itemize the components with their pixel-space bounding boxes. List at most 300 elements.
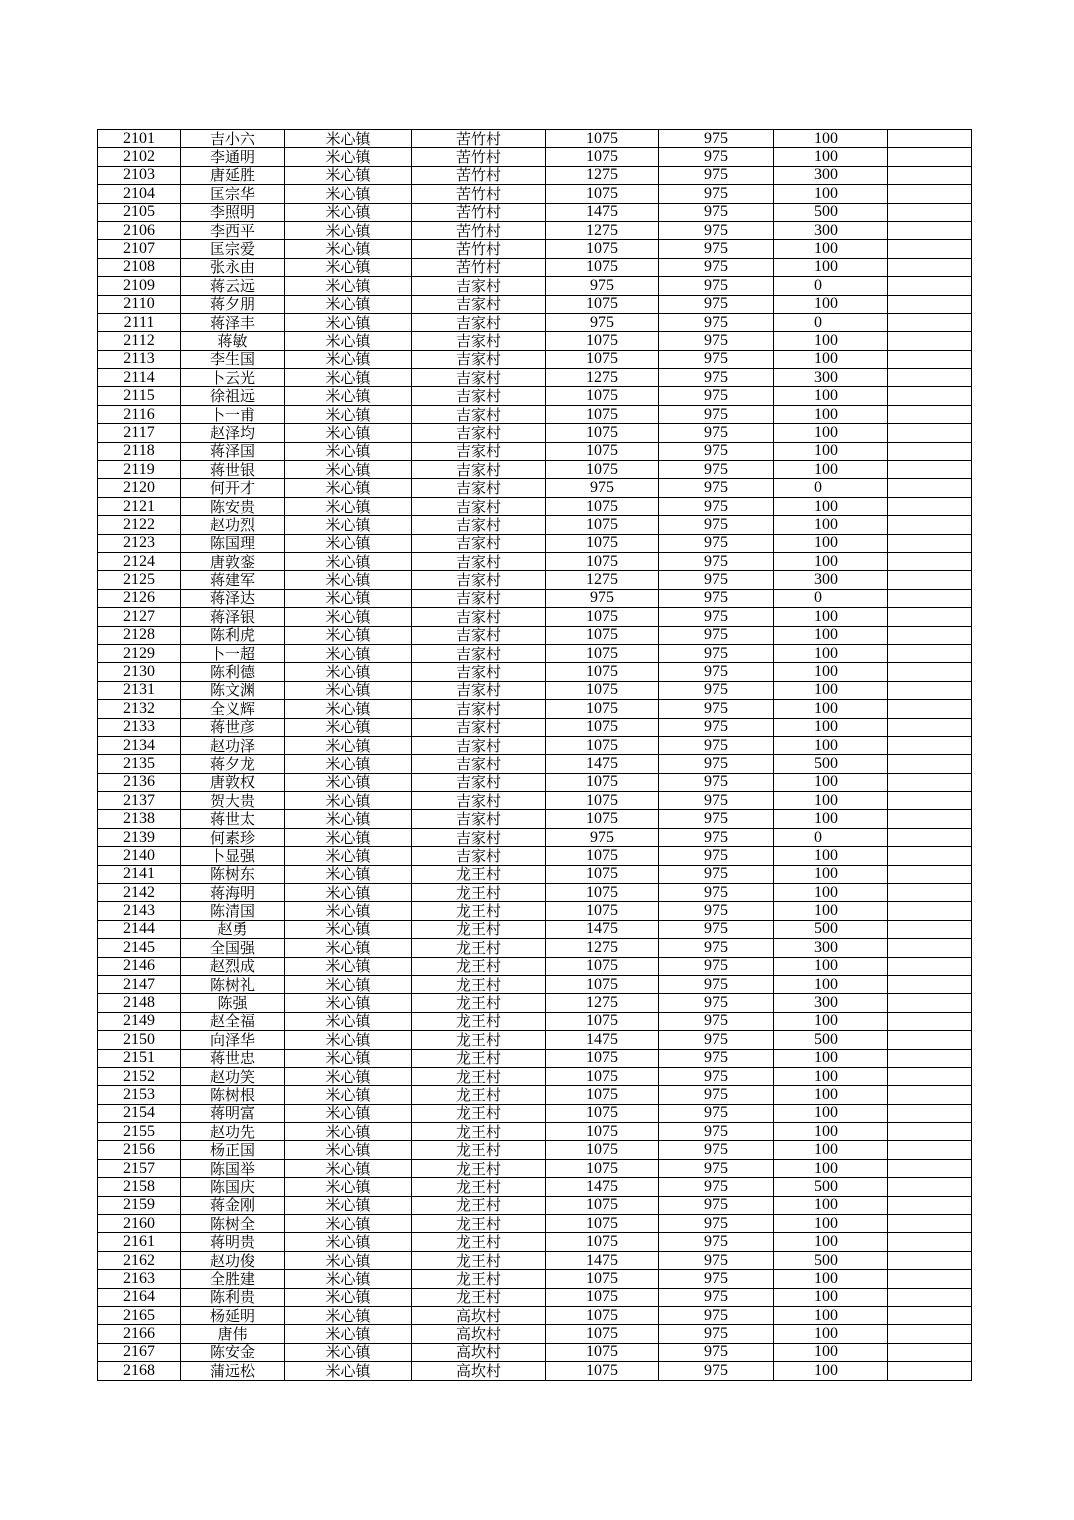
cell-amount-b: 975 [659,221,774,239]
cell-amount-a: 1475 [546,920,659,938]
cell-village: 高坎村 [412,1343,546,1361]
cell-amount-b: 975 [659,1215,774,1233]
cell-difference: 300 [774,166,888,184]
cell-village: 吉家村 [412,552,546,570]
cell-row-number: 2107 [98,240,181,258]
cell-village: 吉家村 [412,424,546,442]
cell-amount-a: 975 [546,479,659,497]
table-row [98,1251,972,1269]
table-row [98,461,972,479]
cell-amount-a: 975 [546,828,659,846]
cell-amount-b: 975 [659,847,774,865]
cell-amount-a: 1275 [546,994,659,1012]
cell-village: 吉家村 [412,277,546,295]
cell-remark [888,479,972,497]
cell-village: 吉家村 [412,589,546,607]
cell-amount-a: 1075 [546,1196,659,1214]
cell-village: 龙王村 [412,1123,546,1141]
cell-village: 吉家村 [412,736,546,754]
cell-row-number: 2119 [98,461,181,479]
cell-row-number: 2153 [98,1086,181,1104]
cell-amount-b: 975 [659,884,774,902]
cell-town: 米心镇 [285,755,412,773]
cell-amount-b: 975 [659,810,774,828]
cell-name: 唐敦权 [181,773,285,791]
cell-town: 米心镇 [285,589,412,607]
cell-name: 匡宗华 [181,185,285,203]
cell-remark [888,902,972,920]
cell-amount-b: 975 [659,663,774,681]
cell-village: 吉家村 [412,700,546,718]
cell-town: 米心镇 [285,663,412,681]
cell-name: 赵勇 [181,920,285,938]
cell-village: 吉家村 [412,387,546,405]
cell-remark [888,939,972,957]
table-row [98,681,972,699]
cell-town: 米心镇 [285,277,412,295]
cell-difference: 100 [774,442,888,460]
cell-town: 米心镇 [285,1288,412,1306]
cell-town: 米心镇 [285,424,412,442]
cell-amount-a: 1075 [546,644,659,662]
cell-row-number: 2124 [98,552,181,570]
cell-difference: 100 [774,1362,888,1380]
cell-amount-a: 1075 [546,1288,659,1306]
cell-amount-a: 1075 [546,847,659,865]
cell-difference: 0 [774,589,888,607]
table-row [98,240,972,258]
cell-row-number: 2135 [98,755,181,773]
cell-difference: 100 [774,258,888,276]
cell-amount-a: 1075 [546,1307,659,1325]
cell-amount-b: 975 [659,1067,774,1085]
cell-row-number: 2137 [98,792,181,810]
cell-town: 米心镇 [285,957,412,975]
cell-amount-b: 975 [659,1288,774,1306]
cell-remark [888,277,972,295]
cell-town: 米心镇 [285,718,412,736]
cell-remark [888,240,972,258]
cell-amount-b: 975 [659,1233,774,1251]
cell-amount-b: 975 [659,939,774,957]
table-row [98,221,972,239]
cell-amount-b: 975 [659,1086,774,1104]
cell-remark [888,1362,972,1380]
cell-remark [888,552,972,570]
cell-amount-a: 1075 [546,1159,659,1177]
cell-town: 米心镇 [285,166,412,184]
cell-amount-b: 975 [659,957,774,975]
cell-town: 米心镇 [285,810,412,828]
cell-remark [888,295,972,313]
cell-amount-a: 1075 [546,810,659,828]
cell-town: 米心镇 [285,1067,412,1085]
cell-row-number: 2158 [98,1178,181,1196]
cell-amount-b: 975 [659,203,774,221]
cell-amount-a: 1075 [546,957,659,975]
cell-remark [888,608,972,626]
cell-remark [888,718,972,736]
cell-difference: 100 [774,1123,888,1141]
cell-town: 米心镇 [285,847,412,865]
table-row [98,442,972,460]
cell-difference: 0 [774,828,888,846]
cell-difference: 100 [774,350,888,368]
table-row [98,1343,972,1361]
table-row [98,902,972,920]
cell-remark [888,828,972,846]
cell-name: 卜云光 [181,369,285,387]
cell-town: 米心镇 [285,1123,412,1141]
table-row [98,258,972,276]
cell-amount-a: 1075 [546,424,659,442]
cell-village: 苦竹村 [412,166,546,184]
cell-village: 吉家村 [412,626,546,644]
cell-village: 龙王村 [412,1288,546,1306]
cell-name: 唐敦銮 [181,552,285,570]
cell-amount-b: 975 [659,828,774,846]
cell-amount-a: 1075 [546,1362,659,1380]
cell-remark [888,497,972,515]
cell-row-number: 2159 [98,1196,181,1214]
cell-difference: 300 [774,571,888,589]
cell-remark [888,681,972,699]
cell-village: 吉家村 [412,571,546,589]
table-row [98,810,972,828]
table-row [98,828,972,846]
cell-amount-b: 975 [659,644,774,662]
cell-village: 吉家村 [412,479,546,497]
cell-village: 吉家村 [412,644,546,662]
cell-row-number: 2154 [98,1104,181,1122]
cell-row-number: 2113 [98,350,181,368]
cell-town: 米心镇 [285,994,412,1012]
cell-amount-b: 975 [659,1270,774,1288]
cell-difference: 100 [774,1270,888,1288]
cell-name: 陈安贵 [181,497,285,515]
cell-amount-a: 1075 [546,405,659,423]
cell-amount-b: 975 [659,994,774,1012]
cell-remark [888,424,972,442]
cell-name: 陈清国 [181,902,285,920]
cell-amount-a: 1075 [546,1270,659,1288]
cell-name: 吉小六 [181,130,285,148]
table-row [98,552,972,570]
cell-name: 全国强 [181,939,285,957]
cell-village: 高坎村 [412,1362,546,1380]
cell-amount-a: 1075 [546,1141,659,1159]
cell-amount-a: 1075 [546,442,659,460]
cell-town: 米心镇 [285,203,412,221]
cell-difference: 100 [774,736,888,754]
cell-amount-b: 975 [659,865,774,883]
cell-amount-b: 975 [659,736,774,754]
cell-name: 全义辉 [181,700,285,718]
cell-name: 赵功先 [181,1123,285,1141]
cell-amount-a: 1075 [546,258,659,276]
cell-village: 龙王村 [412,1031,546,1049]
cell-village: 吉家村 [412,369,546,387]
table-body [98,130,972,1381]
cell-name: 卜一超 [181,644,285,662]
cell-amount-b: 975 [659,185,774,203]
cell-village: 龙王村 [412,1270,546,1288]
cell-amount-b: 975 [659,589,774,607]
cell-town: 米心镇 [285,479,412,497]
cell-amount-a: 1075 [546,626,659,644]
table-row [98,975,972,993]
cell-row-number: 2133 [98,718,181,736]
cell-remark [888,258,972,276]
cell-remark [888,755,972,773]
cell-difference: 100 [774,1307,888,1325]
cell-name: 李生国 [181,350,285,368]
cell-name: 赵功烈 [181,516,285,534]
cell-row-number: 2118 [98,442,181,460]
cell-row-number: 2145 [98,939,181,957]
table-row [98,497,972,515]
cell-town: 米心镇 [285,185,412,203]
cell-amount-a: 1075 [546,185,659,203]
cell-town: 米心镇 [285,1215,412,1233]
table-row [98,571,972,589]
cell-village: 龙王村 [412,920,546,938]
cell-name: 赵泽均 [181,424,285,442]
cell-amount-a: 1075 [546,240,659,258]
table-row [98,847,972,865]
cell-amount-a: 1075 [546,387,659,405]
cell-remark [888,644,972,662]
table-row [98,534,972,552]
cell-row-number: 2139 [98,828,181,846]
cell-amount-b: 975 [659,497,774,515]
cell-town: 米心镇 [285,700,412,718]
cell-name: 蒲远松 [181,1362,285,1380]
cell-row-number: 2102 [98,148,181,166]
cell-name: 陈树礼 [181,975,285,993]
cell-name: 蒋夕朋 [181,295,285,313]
cell-village: 龙王村 [412,865,546,883]
cell-town: 米心镇 [285,1031,412,1049]
cell-difference: 500 [774,755,888,773]
table-row [98,1325,972,1343]
cell-town: 米心镇 [285,1178,412,1196]
cell-village: 苦竹村 [412,221,546,239]
cell-difference: 500 [774,1031,888,1049]
cell-name: 赵功笑 [181,1067,285,1085]
cell-town: 米心镇 [285,1233,412,1251]
cell-remark [888,571,972,589]
cell-name: 陈树根 [181,1086,285,1104]
cell-remark [888,221,972,239]
cell-name: 蒋云远 [181,277,285,295]
cell-village: 龙王村 [412,939,546,957]
cell-town: 米心镇 [285,148,412,166]
cell-town: 米心镇 [285,920,412,938]
cell-remark [888,865,972,883]
table-row [98,626,972,644]
cell-town: 米心镇 [285,497,412,515]
cell-row-number: 2106 [98,221,181,239]
cell-town: 米心镇 [285,865,412,883]
cell-town: 米心镇 [285,387,412,405]
cell-village: 龙王村 [412,1012,546,1030]
cell-remark [888,1288,972,1306]
cell-name: 陈安金 [181,1343,285,1361]
cell-amount-b: 975 [659,313,774,331]
cell-difference: 100 [774,957,888,975]
cell-amount-b: 975 [659,1325,774,1343]
cell-amount-a: 1075 [546,608,659,626]
cell-name: 陈树全 [181,1215,285,1233]
table-row [98,1031,972,1049]
cell-row-number: 2152 [98,1067,181,1085]
cell-difference: 100 [774,810,888,828]
table-row [98,1049,972,1067]
cell-difference: 100 [774,130,888,148]
cell-difference: 100 [774,516,888,534]
cell-row-number: 2110 [98,295,181,313]
table-row [98,792,972,810]
cell-name: 卜一甫 [181,405,285,423]
cell-difference: 100 [774,552,888,570]
cell-difference: 100 [774,626,888,644]
cell-village: 吉家村 [412,295,546,313]
cell-remark [888,1159,972,1177]
cell-remark [888,350,972,368]
cell-amount-a: 1075 [546,975,659,993]
cell-name: 蒋夕龙 [181,755,285,773]
cell-amount-b: 975 [659,1141,774,1159]
cell-name: 陈国理 [181,534,285,552]
cell-row-number: 2109 [98,277,181,295]
cell-village: 吉家村 [412,828,546,846]
table-row [98,1086,972,1104]
cell-amount-b: 975 [659,608,774,626]
cell-amount-a: 1075 [546,534,659,552]
cell-difference: 100 [774,1141,888,1159]
cell-difference: 100 [774,681,888,699]
cell-difference: 100 [774,1104,888,1122]
cell-row-number: 2156 [98,1141,181,1159]
cell-name: 陈文渊 [181,681,285,699]
table-row [98,1362,972,1380]
table-row [98,185,972,203]
cell-name: 赵功俊 [181,1251,285,1269]
cell-remark [888,884,972,902]
table-row [98,148,972,166]
table-row [98,718,972,736]
table-row [98,203,972,221]
cell-remark [888,1270,972,1288]
cell-row-number: 2105 [98,203,181,221]
cell-amount-a: 1275 [546,571,659,589]
cell-village: 苦竹村 [412,185,546,203]
cell-name: 陈利贵 [181,1288,285,1306]
cell-amount-a: 1075 [546,295,659,313]
cell-difference: 100 [774,700,888,718]
cell-amount-a: 1075 [546,773,659,791]
cell-difference: 300 [774,939,888,957]
cell-difference: 100 [774,387,888,405]
cell-name: 李西平 [181,221,285,239]
cell-village: 吉家村 [412,516,546,534]
cell-town: 米心镇 [285,313,412,331]
cell-village: 吉家村 [412,608,546,626]
cell-town: 米心镇 [285,1141,412,1159]
cell-amount-b: 975 [659,626,774,644]
cell-town: 米心镇 [285,1159,412,1177]
table-row [98,939,972,957]
table-row [98,920,972,938]
cell-town: 米心镇 [285,975,412,993]
cell-amount-b: 975 [659,240,774,258]
cell-village: 龙王村 [412,1178,546,1196]
cell-row-number: 2146 [98,957,181,975]
cell-row-number: 2122 [98,516,181,534]
cell-town: 米心镇 [285,902,412,920]
cell-amount-b: 975 [659,1049,774,1067]
cell-difference: 100 [774,1067,888,1085]
cell-village: 龙王村 [412,1233,546,1251]
cell-town: 米心镇 [285,332,412,350]
cell-town: 米心镇 [285,1049,412,1067]
cell-town: 米心镇 [285,221,412,239]
cell-village: 龙王村 [412,902,546,920]
cell-row-number: 2163 [98,1270,181,1288]
table-row [98,884,972,902]
table-row [98,700,972,718]
cell-town: 米心镇 [285,405,412,423]
cell-village: 龙王村 [412,1251,546,1269]
cell-town: 米心镇 [285,1270,412,1288]
cell-town: 米心镇 [285,516,412,534]
cell-name: 何素珍 [181,828,285,846]
cell-row-number: 2129 [98,644,181,662]
cell-name: 陈国庆 [181,1178,285,1196]
cell-amount-b: 975 [659,571,774,589]
cell-amount-b: 975 [659,902,774,920]
cell-amount-a: 1075 [546,700,659,718]
cell-row-number: 2127 [98,608,181,626]
cell-town: 米心镇 [285,608,412,626]
cell-row-number: 2125 [98,571,181,589]
cell-town: 米心镇 [285,1307,412,1325]
cell-amount-a: 1075 [546,1049,659,1067]
table-row [98,994,972,1012]
cell-amount-b: 975 [659,1362,774,1380]
table-row [98,1178,972,1196]
cell-remark [888,736,972,754]
table-row [98,350,972,368]
cell-row-number: 2134 [98,736,181,754]
cell-town: 米心镇 [285,258,412,276]
cell-remark [888,1307,972,1325]
cell-name: 陈利德 [181,663,285,681]
cell-amount-a: 1075 [546,884,659,902]
cell-amount-a: 1075 [546,663,659,681]
cell-difference: 100 [774,405,888,423]
cell-difference: 100 [774,1159,888,1177]
cell-difference: 300 [774,221,888,239]
cell-remark [888,1104,972,1122]
cell-remark [888,626,972,644]
cell-town: 米心镇 [285,350,412,368]
cell-name: 蒋明富 [181,1104,285,1122]
cell-row-number: 2155 [98,1123,181,1141]
table-row [98,424,972,442]
cell-village: 吉家村 [412,681,546,699]
